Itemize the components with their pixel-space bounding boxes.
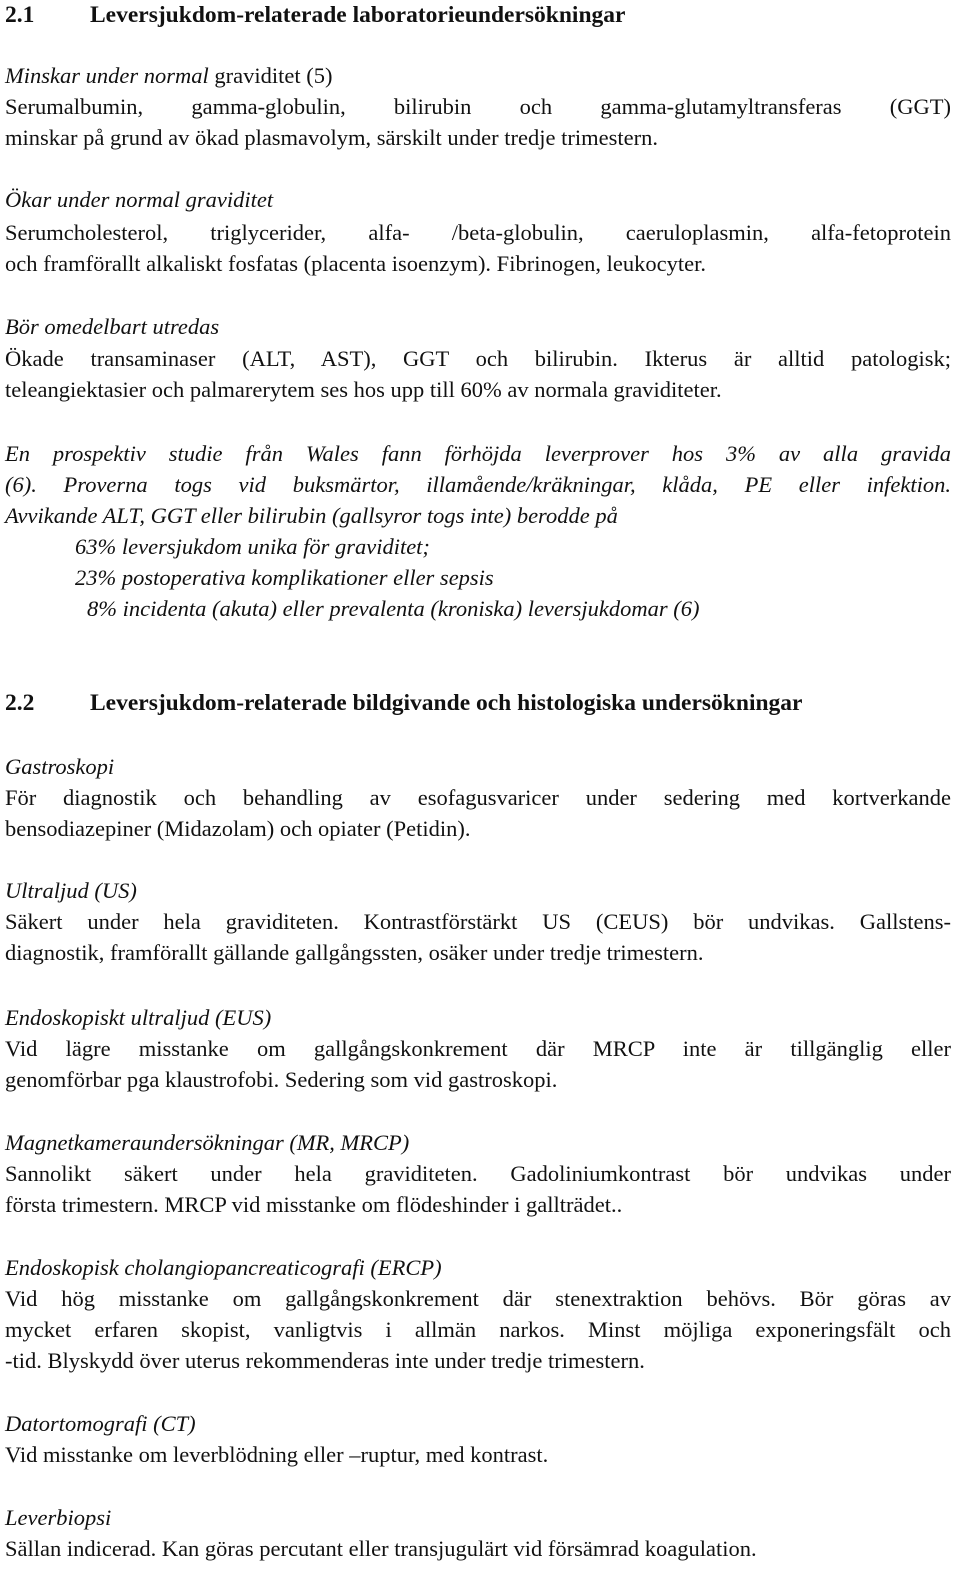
paragraph-line: Säkert under hela graviditeten. Kontrastförstärkt US (CEUS) bör undvikas. Gallstens- [5, 909, 951, 934]
subheading-eus: Endoskopiskt ultraljud (EUS) [5, 1005, 272, 1030]
section-number: 2.1 [5, 2, 35, 28]
subheading-rest: graviditet (5) [208, 63, 333, 88]
section-heading-2-2 [5, 688, 802, 718]
study-line: En prospektiv studie från Wales fann förhöjda leverprover hos 3% av alla gravida [5, 441, 951, 466]
list-item: 63% leversjukdom unika för graviditet; [75, 534, 430, 559]
subheading-ercp: Endoskopisk cholangiopancreaticografi (ERCP) [5, 1255, 442, 1280]
paragraph-line: Ökade transaminaser (ALT, AST), GGT och bilirubin. Ikterus är alltid patologisk; [5, 346, 951, 371]
section-number: 2.2 [5, 690, 35, 716]
paragraph-line: -tid. Blyskydd över uterus rekommenderas inte under tredje trimestern. [5, 1348, 645, 1373]
subheading-minskar [5, 61, 332, 91]
paragraph-line: teleangiektasier och palmarerytem ses hos upp till 60% av normala graviditeter. [5, 377, 722, 402]
subheading-ultraljud: Ultraljud (US) [5, 878, 137, 903]
subheading-mr: Magnetkameraundersökningar (MR, MRCP) [5, 1130, 410, 1155]
paragraph-line: Vid lägre misstanke om gallgångskonkrement där MRCP inte är tillgänglig eller [5, 1036, 951, 1061]
subheading-ct: Datortomografi (CT) [5, 1411, 196, 1436]
section-heading-2-1 [5, 0, 625, 30]
section-title: Leversjukdom-relaterade bildgivande och histologiska undersökningar [90, 690, 803, 716]
paragraph-line: diagnostik, framförallt gällande gallgångssten, osäker under tredje trimestern. [5, 940, 704, 965]
section-title: Leversjukdom-relaterade laboratorieundersökningar [90, 2, 626, 28]
paragraph-line: bensodiazepiner (Midazolam) och opiater (Petidin). [5, 816, 471, 841]
paragraph-line: För diagnostik och behandling av esofagusvaricer under sedering med kortverkande [5, 785, 951, 810]
paragraph-line: Serumcholesterol, triglycerider, alfa- /beta-globulin, caeruloplasmin, alfa-fetoprotein [5, 220, 951, 245]
paragraph-line: Vid hög misstanke om gallgångskonkrement där stenextraktion behövs. Bör göras av [5, 1286, 951, 1311]
subheading-gastroskopi: Gastroskopi [5, 754, 115, 779]
subheading-okar: Ökar under normal graviditet [5, 187, 274, 212]
paragraph-line: Serumalbumin, gamma-globulin, bilirubin och gamma-glutamyltransferas (GGT) [5, 94, 951, 119]
paragraph-line: genomförbar pga klaustrofobi. Sedering som vid gastroskopi. [5, 1067, 558, 1092]
paragraph-line: Sällan indicerad. Kan göras percutant eller transjugulärt vid försämrad koagulation. [5, 1536, 757, 1561]
paragraph-line: Sannolikt säkert under hela graviditeten. Gadoliniumkontrast bör undvikas under [5, 1161, 951, 1186]
study-line: Avvikande ALT, GGT eller bilirubin (gallsyror togs inte) berodde på [5, 503, 618, 528]
paragraph-line: mycket erfaren skopist, vanligtvis i allmän narkos. Minst möjliga exponeringsfält och [5, 1317, 951, 1342]
paragraph-line: första trimestern. MRCP vid misstanke om flödeshinder i gallträdet.. [5, 1192, 623, 1217]
paragraph-line: och framförallt alkaliskt fosfatas (placenta isoenzym). Fibrinogen, leukocyter. [5, 251, 707, 276]
subheading-leverbiopsi: Leverbiopsi [5, 1505, 112, 1530]
list-item: 23% postoperativa komplikationer eller sepsis [75, 565, 494, 590]
paragraph-line: Vid misstanke om leverblödning eller –ruptur, med kontrast. [5, 1442, 549, 1467]
subheading-bor-utredas: Bör omedelbart utredas [5, 314, 220, 339]
paragraph-line: minskar på grund av ökad plasmavolym, särskilt under tredje trimestern. [5, 125, 658, 150]
list-item: 8% incidenta (akuta) eller prevalenta (kroniska) leversjukdomar (6) [87, 596, 700, 621]
study-line: (6). Proverna togs vid buksmärtor, illamående/kräkningar, klåda, PE eller infektion. [5, 472, 951, 497]
subheading-italic: Minskar under normal [5, 63, 209, 88]
